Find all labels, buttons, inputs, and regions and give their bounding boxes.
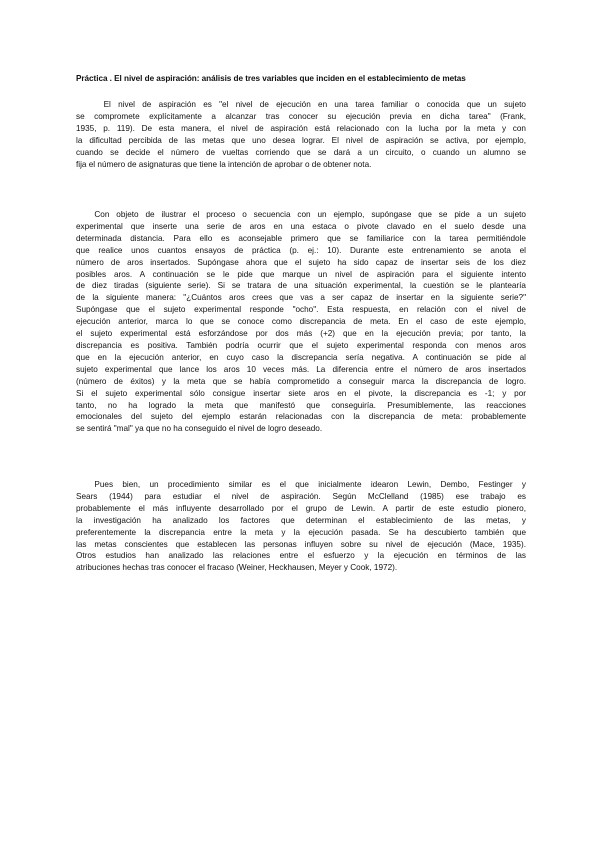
text-line: posibles aros. A continuación se le pide que marque un nivel de aspiración para el siguiente intento	[76, 269, 526, 279]
text-line: experimental que inserte una serie de aros en una estaca o pivote clavado en el suelo desde una	[76, 221, 526, 231]
text-line: cuando se decide el número de vueltas corriendo que se dará a un circuito, o cuando un alumno se	[76, 147, 526, 157]
text-line: se compromete explícitamente a alcanzar tras conocer su ejecución previa en dicha tarea" (Frank,	[76, 111, 526, 121]
text-line: Sears (1944) para estudiar el nivel de aspiración. Según McClelland (1985) ese trabajo es	[76, 491, 526, 501]
paragraph-example	[76, 209, 526, 435]
text-line: tanto, no ha logrado la meta que manifestó que conseguiría. Presumiblemente, las reacciones	[76, 400, 526, 410]
text-line: probablemente el más influyente desarrollado por el grupo de Lewin. A partir de este estudio pionero,	[76, 503, 526, 513]
text-line: de la siguiente manera: "¿Cuántos aros crees que vas a ser capaz de insertar en la siguiente serie?"	[76, 293, 526, 303]
text-line: que en la ejecución anterior, en cuyo caso la discrepancia sería negativa. A continuación se pide al	[76, 352, 526, 362]
text-line: emocionales del sujeto del ejemplo estarán relacionadas con la discrepancia de meta: probablemente	[76, 412, 526, 422]
text-line: atribuciones hechas tras conocer el fracaso (Weiner, Heckhausen, Meyer y Cook, 1972).	[76, 563, 398, 573]
text-line: de diez tiradas (siguiente serie). Si se tratara de una situación experimental, la cuestión se le plantearía	[76, 281, 526, 291]
text-line: sujeto experimental que lance los aros 10 veces más. La diferencia entre el número de aros insertados	[76, 364, 526, 374]
document-title: Práctica . El nivel de aspiración: análisis de tres variables que inciden en el establecimiento de metas	[76, 74, 466, 83]
paragraph-research	[76, 479, 526, 574]
text-line: la dificultad percibida de las metas que uno desea lograr. El nivel de aspiración se activa, por ejemplo,	[76, 135, 526, 145]
text-line: Con objeto de ilustrar el proceso o secuencia con un ejemplo, supóngase que se pide a un sujeto	[94, 210, 526, 219]
text-line: Supóngase que el sujeto experimental responde "ocho". Esta respuesta, en relación con el nivel de	[76, 305, 526, 315]
text-line: preferentemente la discrepancia entre la meta y la ejecución pasada. Se ha descubierto también que	[76, 527, 526, 537]
text-line: se sentirá "mal" ya que no ha conseguido el nivel de logro deseado.	[76, 424, 323, 434]
text-line: Si el sujeto experimental sólo consigue insertar siete aros en el pivote, la discrepancia es -1; y por	[76, 388, 526, 398]
text-line: Otros estudios han analizado las relaciones entre el esfuerzo y la ejecución en términos de las	[76, 551, 526, 561]
text-line: El nivel de aspiración es "el nivel de ejecución en una tarea familiar o conocida que un sujeto	[103, 100, 526, 109]
text-line: ejecución anterior, marca lo que se conoce como discrepancia de meta. En el caso de este ejemplo,	[76, 317, 526, 327]
text-line: (número de éxitos) y la meta que se había comprometido a conseguir marca la discrepancia de logro.	[76, 376, 526, 386]
text-line: discrepancia es positiva. También podría ocurrir que el sujeto experimental responda con menos aros	[76, 340, 526, 350]
paragraph-definition	[76, 99, 526, 170]
text-line: número de aros insertados. Supóngase ahora que el sujeto ha sido capaz de insertar seis de los diez	[76, 257, 526, 267]
text-line: 1935, p. 119). De esta manera, el nivel de aspiración está relacionado con la lucha por la meta y con	[76, 123, 526, 133]
text-line: la investigación ha analizado los factores que determinan el establecimiento de las metas, y	[76, 515, 526, 525]
text-line: Pues bien, un procedimiento similar es el que inicialmente idearon Lewin, Dembo, Festinger y	[94, 480, 526, 489]
text-line: que realice unos cuantos ensayos de práctica (p. ej.: 10). Durante este entrenamiento se anota el	[76, 245, 526, 255]
text-line: fija el número de asignaturas que tiene la intención de aprobar o de obtener nota.	[76, 159, 372, 169]
text-line: el sujeto experimental está esforzándose por dos más (+2) que en la ejecución previa; por tanto, la	[76, 329, 526, 339]
text-line: las metas conscientes que establecen las personas influyen sobre su nivel de ejecución (Mace, 1935).	[76, 539, 526, 549]
text-line: determinada distancia. Para ello es aconsejable primero que se familiarice con la tarea permitiéndole	[76, 233, 526, 243]
